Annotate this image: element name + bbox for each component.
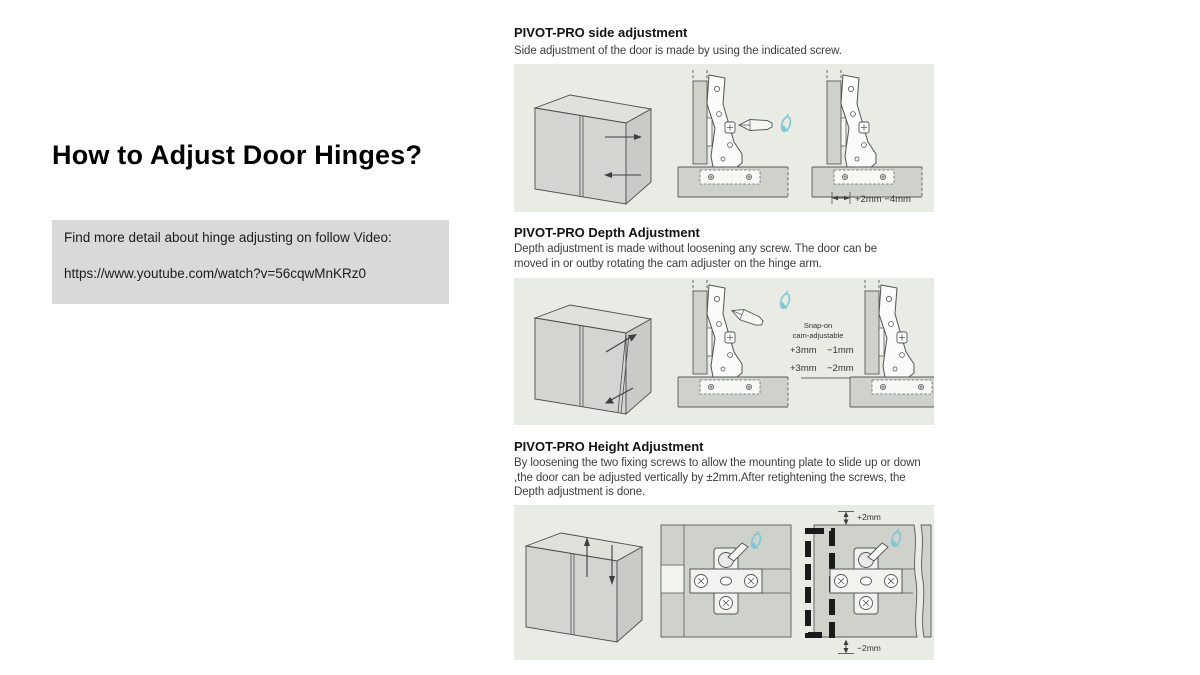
section-heading-side-adjustment: PIVOT-PRO side adjustment xyxy=(514,25,688,40)
svg-text:cam-adjustable: cam-adjustable xyxy=(792,331,844,340)
video-url: https://www.youtube.com/watch?v=56cqwMnKRz0 xyxy=(64,266,367,281)
hinge-side-view xyxy=(678,70,788,197)
depth-adjustment-diagram xyxy=(514,278,934,425)
hinge-side-view xyxy=(678,280,788,407)
depth-adjustment-panel xyxy=(514,278,934,425)
hinge-side-view xyxy=(812,70,922,197)
svg-text:+3mm: +3mm xyxy=(790,363,817,374)
body-line: Depth adjustment is made without loosening any screw. The door can be xyxy=(514,243,878,255)
screwdriver-bit xyxy=(730,305,765,328)
svg-text:−1mm: −1mm xyxy=(827,345,854,356)
cabinet-illustration xyxy=(535,95,651,204)
height-adjustment-panel xyxy=(514,505,934,660)
section-body-side-adjustment xyxy=(514,44,944,59)
section-heading-height-adjustment: PIVOT-PRO Height Adjustment xyxy=(514,439,704,454)
page-title: How to Adjust Door Hinges? xyxy=(52,140,423,170)
svg-text:+3mm: +3mm xyxy=(790,345,817,356)
section-body-depth-adjustment xyxy=(514,242,944,271)
body-line: ,the door can be adjusted vertically by ±2mm.After retightening the screws, the xyxy=(514,471,906,484)
video-note-box xyxy=(52,220,449,304)
height-down-label: −2mm xyxy=(857,643,881,653)
cabinet-illustration xyxy=(535,305,651,414)
rotate-icon xyxy=(779,291,791,309)
body-line: Side adjustment of the door is made by using the indicated screw. xyxy=(514,45,842,57)
screwdriver-bit xyxy=(739,120,772,131)
note-text: Find more detail about hinge adjusting on follow Video: xyxy=(64,230,392,245)
height-up-label: +2mm xyxy=(857,512,881,522)
section-body-height-adjustment xyxy=(514,456,944,500)
side-adjustment-diagram xyxy=(514,64,934,212)
body-line: moved in or outby rotating the cam adjuster on the hinge arm. xyxy=(514,257,822,270)
hinge-side-view xyxy=(850,280,934,407)
height-adjustment-diagram xyxy=(514,505,934,660)
side-range-label: +2mm −4mm xyxy=(855,194,911,205)
svg-text:Snap-on: Snap-on xyxy=(803,321,833,330)
section-heading-depth-adjustment: PIVOT-PRO Depth Adjustment xyxy=(514,225,700,240)
svg-text:−2mm: −2mm xyxy=(827,363,854,374)
cam-adjust-labels xyxy=(790,321,854,374)
leader-line xyxy=(801,378,858,400)
body-line: By loosening the two fixing screws to allow the mounting plate to slide up or down xyxy=(514,457,921,469)
side-adjustment-panel xyxy=(514,64,934,212)
cabinet-illustration xyxy=(526,533,642,642)
rotate-icon xyxy=(780,114,792,132)
body-line: Depth adjustment is done. xyxy=(514,486,646,498)
